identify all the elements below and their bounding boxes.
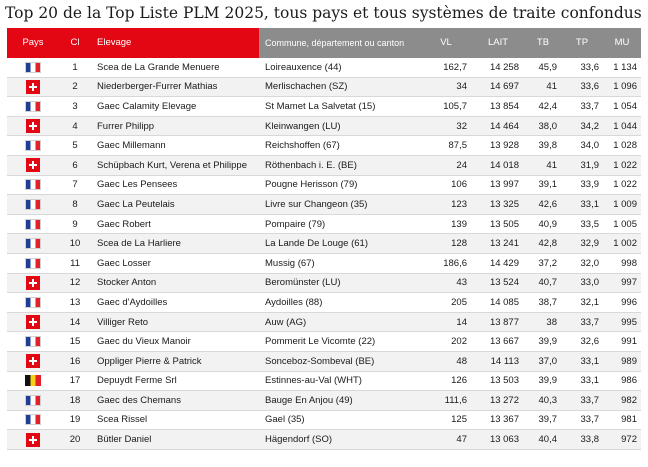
rank-cell: 14 (69, 316, 81, 328)
vl-cell: 126 (451, 375, 467, 387)
table-row (7, 293, 641, 313)
lait-cell: 14 429 (489, 257, 519, 269)
mu-cell: 982 (621, 394, 637, 406)
table-row (7, 372, 641, 392)
pays-cell (7, 80, 59, 94)
table-row (7, 234, 641, 254)
pays-cell (7, 414, 59, 425)
lait-cell: 13 997 (489, 179, 519, 191)
pays-cell (7, 101, 59, 112)
page-title: Top 20 de la Top Liste PLM 2025, tous pays et tous systèmes de traite confondus (5, 4, 642, 22)
mu-cell: 1 134 (613, 61, 637, 73)
lait-cell: 14 464 (489, 120, 519, 132)
commune-cell: Kleinwangen (LU) (265, 120, 341, 132)
elevage-cell: Gaec d'Aydoilles (97, 296, 168, 308)
pays-cell (7, 258, 59, 269)
france-flag-icon (25, 140, 41, 151)
header-tb: TB (525, 28, 561, 58)
pays-cell (7, 199, 59, 210)
lait-cell: 14 113 (490, 355, 519, 367)
table-header-row (7, 28, 641, 58)
tb-cell: 38,7 (538, 296, 557, 308)
table-row (7, 215, 641, 235)
rank-cell: 5 (72, 140, 78, 152)
tp-cell: 34,2 (580, 120, 599, 132)
table-row (7, 176, 641, 196)
lait-cell: 13 877 (489, 316, 519, 328)
tp-cell: 33,5 (580, 218, 599, 230)
france-flag-icon (25, 101, 41, 112)
tb-cell: 39,1 (538, 179, 557, 191)
elevage-cell: Gaec Calamity Elevage (97, 100, 197, 112)
tp-cell: 33,1 (580, 355, 599, 367)
commune-cell: Bauge En Anjou (49) (265, 394, 353, 406)
tp-cell: 33,9 (580, 179, 599, 191)
table-row (7, 136, 641, 156)
pays-cell (7, 276, 59, 290)
commune-cell: Livre sur Changeon (35) (265, 198, 368, 210)
table-row (7, 117, 641, 137)
elevage-cell: Scea Rissel (97, 414, 148, 426)
lait-cell: 13 928 (489, 140, 519, 152)
tp-cell: 33,6 (580, 61, 599, 73)
lait-cell: 13 667 (489, 336, 519, 348)
commune-cell: Auw (AG) (265, 316, 307, 328)
lait-cell: 13 524 (489, 277, 519, 289)
tb-cell: 39,7 (538, 414, 557, 426)
france-flag-icon (25, 297, 41, 308)
table-row (7, 58, 641, 78)
rank-cell: 7 (72, 179, 78, 191)
elevage-cell: Furrer Philipp (97, 120, 155, 132)
vl-cell: 47 (456, 434, 467, 446)
commune-cell: Röthenbach i. E. (BE) (265, 159, 357, 171)
table-row (7, 274, 641, 294)
tb-cell: 41 (546, 81, 557, 93)
rank-cell: 19 (69, 414, 81, 426)
tp-cell: 33,7 (580, 316, 599, 328)
elevage-cell: Gaec Les Pensees (97, 179, 178, 191)
vl-cell: 105,7 (443, 100, 467, 112)
tp-cell: 33,1 (580, 198, 599, 210)
switzerland-flag-icon (26, 315, 40, 329)
tp-cell: 32,9 (580, 238, 599, 250)
lait-cell: 13 367 (489, 414, 519, 426)
elevage-cell: Scea de La Grande Menuere (97, 61, 220, 73)
switzerland-flag-icon (26, 158, 40, 172)
rank-cell: 1 (72, 61, 78, 73)
tb-cell: 38,0 (538, 120, 557, 132)
pays-cell (7, 433, 59, 447)
table-row (7, 195, 641, 215)
rank-cell: 8 (72, 198, 78, 210)
pays-cell (7, 219, 59, 230)
tp-cell: 33,7 (580, 100, 599, 112)
vl-cell: 202 (451, 336, 467, 348)
vl-cell: 162,7 (443, 61, 467, 73)
switzerland-flag-icon (26, 354, 40, 368)
mu-cell: 998 (621, 257, 637, 269)
vl-cell: 34 (456, 81, 467, 93)
elevage-cell: Stocker Anton (97, 277, 157, 289)
table-row (7, 391, 641, 411)
rank-cell: 11 (70, 257, 80, 269)
lait-cell: 13 503 (489, 375, 519, 387)
tp-cell: 32,1 (580, 296, 599, 308)
tb-cell: 39,9 (538, 375, 557, 387)
commune-cell: Estinnes-au-Val (WHT) (265, 375, 362, 387)
mu-cell: 1 005 (613, 218, 637, 230)
commune-cell: Beromünster (LU) (265, 277, 341, 289)
vl-cell: 139 (451, 218, 467, 230)
tp-cell: 32,0 (580, 257, 599, 269)
commune-cell: Hägendorf (SO) (265, 434, 333, 446)
rank-cell: 3 (72, 100, 78, 112)
elevage-cell: Gaec du Vieux Manoir (97, 336, 191, 348)
commune-cell: St Mamet La Salvetat (15) (265, 100, 376, 112)
vl-cell: 205 (451, 296, 467, 308)
rank-cell: 2 (72, 81, 78, 93)
lait-cell: 13 325 (489, 198, 519, 210)
mu-cell: 1 009 (613, 198, 637, 210)
tb-cell: 40,7 (538, 277, 557, 289)
mu-cell: 1 044 (613, 120, 637, 132)
tb-cell: 40,3 (538, 394, 557, 406)
commune-cell: Pommerit Le Vicomte (22) (265, 336, 376, 348)
tp-cell: 34,0 (580, 140, 599, 152)
mu-cell: 996 (621, 296, 637, 308)
pays-cell (7, 375, 59, 386)
elevage-cell: Gaec des Chemans (97, 394, 181, 406)
tb-cell: 39,9 (538, 336, 557, 348)
vl-cell: 111,6 (444, 394, 467, 406)
france-flag-icon (25, 258, 41, 269)
header-tp: TP (561, 28, 603, 58)
france-flag-icon (25, 395, 41, 406)
lait-cell: 14 258 (489, 61, 519, 73)
vl-cell: 87,5 (448, 140, 467, 152)
elevage-cell: Scea de La Harliere (97, 238, 181, 250)
tb-cell: 42,8 (538, 238, 557, 250)
elevage-cell: Gaec La Peutelais (97, 198, 175, 210)
elevage-cell: Depuydt Ferme Srl (97, 375, 177, 387)
lait-cell: 14 697 (489, 81, 519, 93)
mu-cell: 1 096 (613, 81, 637, 93)
rank-cell: 4 (72, 120, 78, 132)
france-flag-icon (25, 336, 41, 347)
pays-cell (7, 158, 59, 172)
vl-cell: 24 (456, 159, 467, 171)
rank-cell: 15 (69, 336, 81, 348)
rank-cell: 18 (69, 394, 81, 406)
switzerland-flag-icon (26, 119, 40, 133)
rank-cell: 10 (69, 238, 81, 250)
mu-cell: 986 (621, 375, 637, 387)
france-flag-icon (25, 62, 41, 73)
tb-cell: 41 (546, 159, 557, 171)
tp-cell: 33,7 (580, 394, 599, 406)
switzerland-flag-icon (26, 80, 40, 94)
elevage-cell: Gaec Millemann (97, 140, 166, 152)
pays-cell (7, 354, 59, 368)
elevage-cell: Gaec Losser (97, 257, 151, 269)
header-cl: Cl (59, 28, 91, 58)
tb-cell: 40,9 (538, 218, 557, 230)
table-row (7, 332, 641, 352)
table-row (7, 411, 641, 431)
lait-cell: 14 018 (489, 159, 519, 171)
france-flag-icon (25, 199, 41, 210)
header-pays: Pays (7, 28, 59, 58)
vl-cell: 125 (451, 414, 467, 426)
rank-cell: 9 (72, 218, 78, 230)
vl-cell: 32 (456, 120, 467, 132)
elevage-cell: Niederberger-Furrer Mathias (97, 81, 218, 93)
belgium-flag-icon (25, 375, 41, 386)
tp-cell: 33,0 (580, 277, 599, 289)
elevage-cell: Bütler Daniel (97, 434, 152, 446)
tb-cell: 37,0 (538, 355, 557, 367)
mu-cell: 1 002 (613, 238, 637, 250)
mu-cell: 997 (621, 277, 637, 289)
tp-cell: 33,7 (580, 414, 599, 426)
switzerland-flag-icon (26, 433, 40, 447)
vl-cell: 128 (451, 238, 467, 250)
vl-cell: 106 (451, 179, 467, 191)
rank-cell: 16 (69, 355, 81, 367)
mu-cell: 995 (621, 316, 637, 328)
elevage-cell: Oppliger Pierre & Patrick (97, 355, 202, 367)
mu-cell: 981 (621, 414, 637, 426)
tb-cell: 42,4 (538, 100, 557, 112)
table-row (7, 97, 641, 117)
lait-cell: 13 854 (489, 100, 519, 112)
commune-cell: Sonceboz-Sombeval (BE) (265, 355, 375, 367)
rank-cell: 17 (69, 375, 81, 387)
tp-cell: 33,1 (580, 375, 599, 387)
header-commune: Commune, département ou canton (259, 28, 421, 58)
lait-cell: 13 241 (489, 238, 519, 250)
elevage-cell: Gaec Robert (97, 218, 151, 230)
table-body (7, 58, 641, 450)
tb-cell: 45,9 (538, 61, 557, 73)
mu-cell: 1 028 (613, 140, 637, 152)
commune-cell: Gael (35) (265, 414, 305, 426)
header-lait: LAIT (471, 28, 525, 58)
ranking-table (7, 28, 641, 450)
pays-cell (7, 315, 59, 329)
commune-cell: Aydoilles (88) (265, 296, 323, 308)
tp-cell: 33,6 (580, 81, 599, 93)
commune-cell: Pompaire (79) (265, 218, 326, 230)
commune-cell: Pougne Herisson (79) (265, 179, 358, 191)
commune-cell: Mussig (67) (265, 257, 315, 269)
mu-cell: 1 054 (613, 100, 637, 112)
pays-cell (7, 179, 59, 190)
pays-cell (7, 62, 59, 73)
table-row (7, 313, 641, 333)
table-row (7, 352, 641, 372)
mu-cell: 991 (621, 336, 637, 348)
elevage-cell: Villiger Reto (97, 316, 149, 328)
mu-cell: 1 022 (613, 159, 637, 171)
tb-cell: 38 (546, 316, 557, 328)
vl-cell: 43 (456, 277, 467, 289)
vl-cell: 186,6 (443, 257, 467, 269)
france-flag-icon (25, 219, 41, 230)
table-row (7, 254, 641, 274)
pays-cell (7, 395, 59, 406)
table-row (7, 430, 641, 450)
vl-cell: 48 (456, 355, 467, 367)
pays-cell (7, 140, 59, 151)
header-elevage: Elevage (91, 28, 259, 58)
pays-cell (7, 119, 59, 133)
tb-cell: 40,4 (538, 434, 557, 446)
tp-cell: 31,9 (580, 159, 599, 171)
elevage-cell: Schüpbach Kurt, Verena et Philippe (97, 159, 247, 171)
commune-cell: Merlischachen (SZ) (265, 81, 348, 93)
table-row (7, 78, 641, 98)
pays-cell (7, 238, 59, 249)
pays-cell (7, 336, 59, 347)
france-flag-icon (25, 238, 41, 249)
tb-cell: 42,6 (538, 198, 557, 210)
rank-cell: 12 (69, 277, 81, 289)
commune-cell: La Lande De Louge (61) (265, 238, 368, 250)
mu-cell: 972 (621, 434, 637, 446)
lait-cell: 13 272 (489, 394, 519, 406)
lait-cell: 14 085 (489, 296, 519, 308)
tb-cell: 39,8 (538, 140, 557, 152)
commune-cell: Reichshoffen (67) (265, 140, 340, 152)
pays-cell (7, 297, 59, 308)
france-flag-icon (25, 414, 41, 425)
tp-cell: 33,8 (580, 434, 599, 446)
switzerland-flag-icon (26, 276, 40, 290)
vl-cell: 123 (451, 198, 467, 210)
commune-cell: Loireauxence (44) (265, 61, 342, 73)
header-mu: MU (603, 28, 641, 58)
lait-cell: 13 063 (489, 434, 519, 446)
mu-cell: 989 (621, 355, 637, 367)
rank-cell: 20 (69, 434, 81, 446)
mu-cell: 1 022 (613, 179, 637, 191)
tb-cell: 37,2 (538, 257, 557, 269)
header-vl: VL (421, 28, 471, 58)
rank-cell: 13 (69, 296, 81, 308)
tp-cell: 32,6 (580, 336, 599, 348)
rank-cell: 6 (72, 159, 78, 171)
vl-cell: 14 (456, 316, 467, 328)
france-flag-icon (25, 179, 41, 190)
lait-cell: 13 505 (489, 218, 519, 230)
table-row (7, 156, 641, 176)
